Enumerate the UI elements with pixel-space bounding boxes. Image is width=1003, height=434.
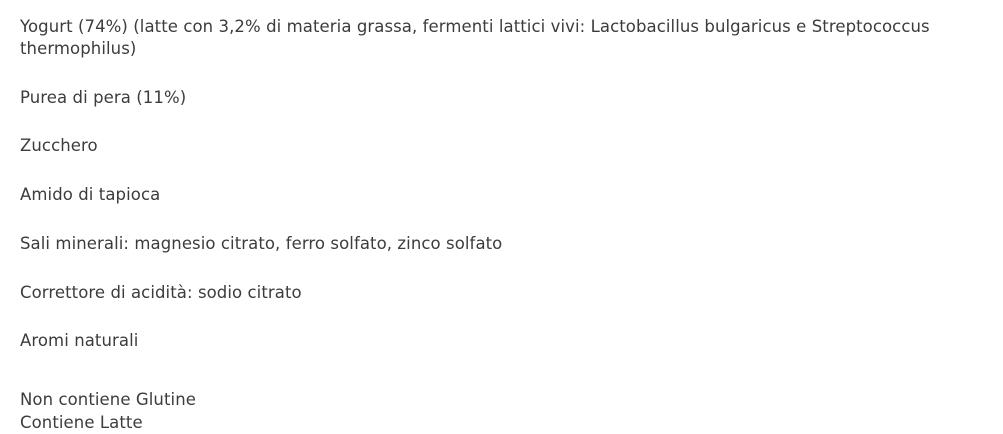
ingredient-item: Zucchero xyxy=(20,136,98,156)
ingredient-item: Correttore di acidità: sodio citrato xyxy=(20,282,302,302)
allergen-statement-gluten-free: Non contiene Glutine xyxy=(20,390,196,410)
ingredient-item: Purea di pera (11%) xyxy=(20,87,187,107)
ingredient-item: Yogurt (74%) (latte con 3,2% di materia grassa, fermenti lattici vivi: Lactobacillus bulgaricus e Streptococcus thermophilus) xyxy=(20,17,930,58)
ingredient-item: Sali minerali: magnesio citrato, ferro solfato, zinco solfato xyxy=(20,233,503,253)
ingredient-item: Amido di tapioca xyxy=(20,185,161,205)
ingredient-item: Aromi naturali xyxy=(20,331,139,351)
allergen-statement-contains-milk: Contiene Latte xyxy=(20,413,143,433)
allergen-block xyxy=(20,388,983,434)
